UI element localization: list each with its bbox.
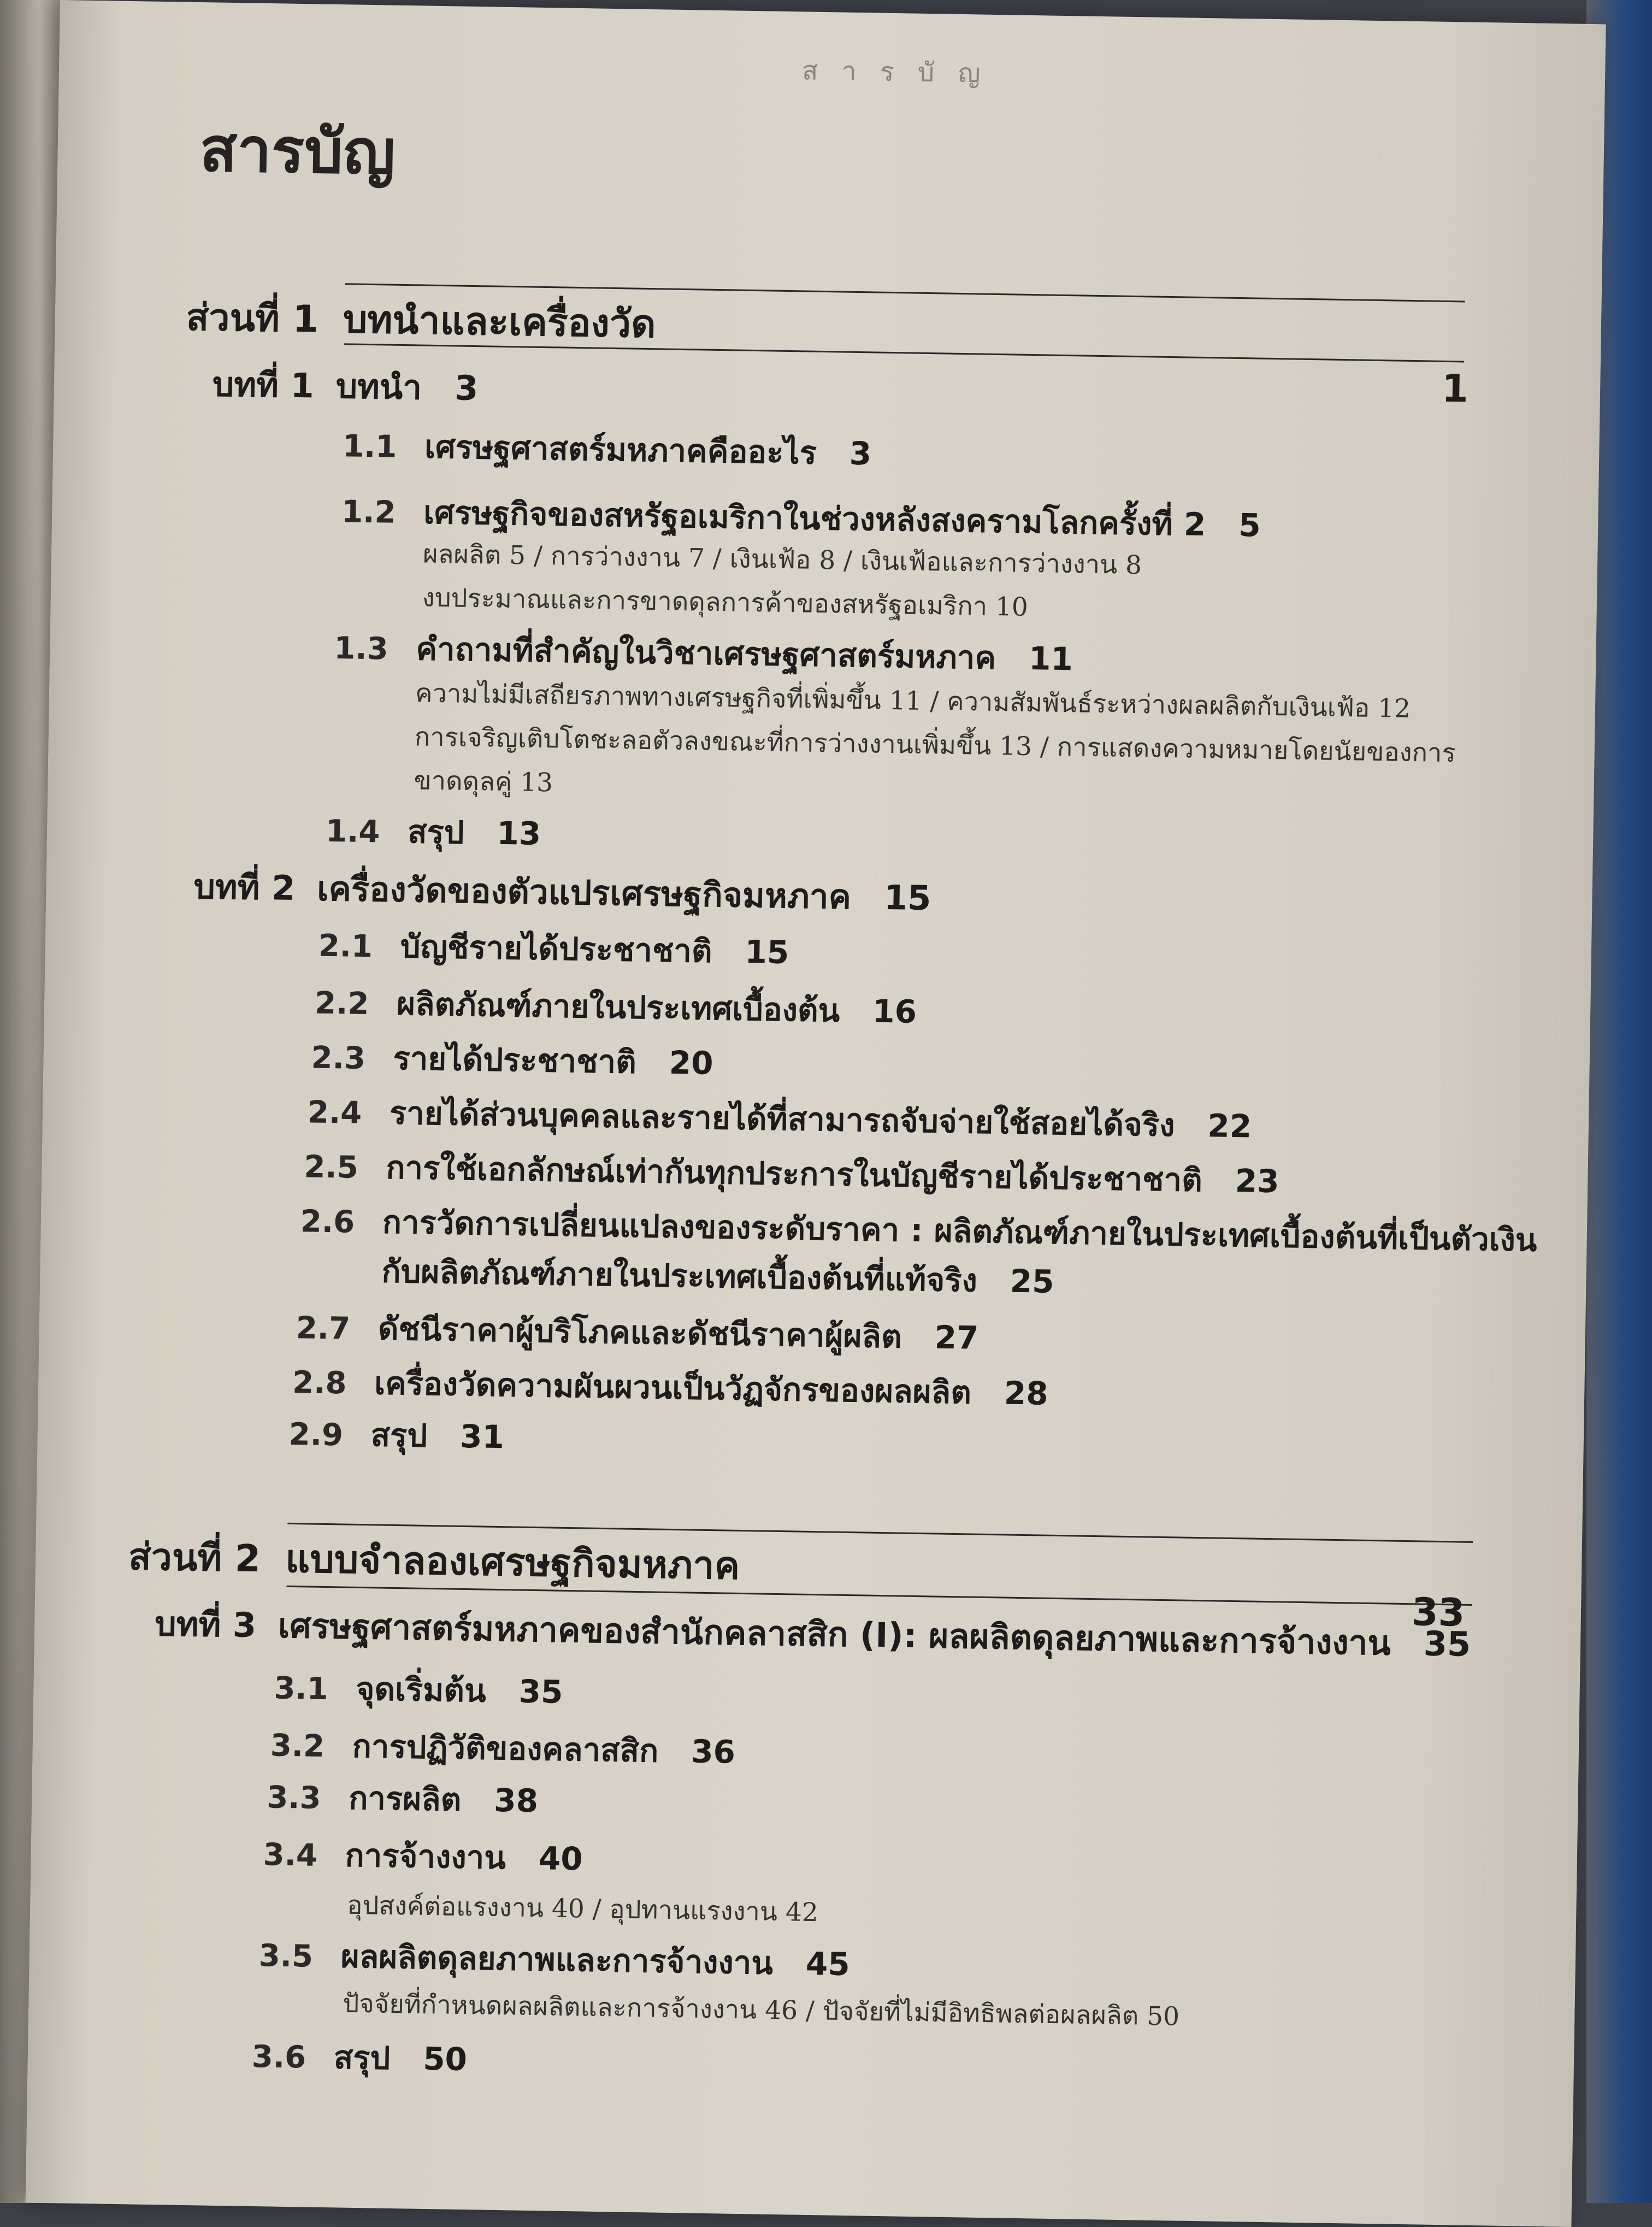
section-number: 3.1 — [274, 1670, 329, 1707]
section-title: การวัดการเปลี่ยนแปลงของระดับราคา : ผลิตภัณฑ์ภายในประเทศเบื้องต้นที่เป็นตัวเงิน — [382, 1203, 1538, 1259]
chapter-label: บทที่ 2 — [193, 867, 296, 908]
subsection-line: ขาดดุลคู่ 13 — [414, 765, 553, 798]
part-label: ส่วนที่ 2 — [128, 1535, 261, 1581]
toc-entry — [315, 977, 917, 1037]
section-page: 11 — [1028, 640, 1073, 678]
section-page: 45 — [805, 1945, 851, 1983]
subsection-line: การเจริญเติบโตชะลอตัวลงขณะที่การว่างงานเพิ่มขึ้น 13 / การแสดงความหมายโดยนัยของการ — [414, 722, 1456, 769]
section-page: 22 — [1207, 1107, 1252, 1145]
section-number: 1.2 — [341, 494, 397, 531]
section-title: สรุป — [333, 2039, 391, 2077]
subsection-line: งบประมาณและการขาดดุลการค้าของสหรัฐอเมริกา 10 — [422, 582, 1029, 622]
section-page: 31 — [459, 1417, 505, 1456]
section-title: การใช้เอกลักษณ์เท่ากันทุกประการในบัญชีรายได้ประชาชาติ — [385, 1148, 1203, 1199]
toc-entry — [263, 1828, 583, 1884]
section-number: 3.3 — [266, 1780, 322, 1816]
section-page: 15 — [745, 933, 789, 971]
section-page: 25 — [1010, 1262, 1055, 1300]
section-title: คำถามที่สำคัญในวิชาเศรษฐศาสตร์มหภาค — [415, 630, 996, 677]
chapter-heading — [212, 357, 479, 415]
section-page: 36 — [691, 1733, 736, 1771]
part-rule-bottom — [344, 343, 1464, 362]
section-number: 3.2 — [270, 1728, 325, 1764]
toc-entry — [274, 1662, 563, 1717]
part-title: แบบจำลองเศรษฐกิจมหภาค — [285, 1536, 740, 1588]
subsection-line: ความไม่มีเสถียรภาพทางเศรษฐกิจที่เพิ่มขึ้น 11 / ความสัมพันธ์ระหว่างผลผลิตกับเงินเฟ้อ 12 — [415, 678, 1411, 724]
section-number: 2.1 — [318, 928, 373, 965]
toc-entry — [296, 1301, 979, 1363]
part-heading — [128, 1525, 740, 1596]
section-title: การผลิต — [348, 1779, 462, 1818]
section-number: 2.3 — [311, 1040, 366, 1077]
part-label: ส่วนที่ 1 — [186, 296, 319, 341]
section-number: 2.2 — [314, 985, 369, 1022]
section-title: รายได้ประชาชาติ — [393, 1039, 637, 1081]
subsection-line: อุปสงค์ต่อแรงงาน 40 / อุปทานแรงงาน 42 — [346, 1890, 819, 1928]
chapter-page: 3 — [454, 368, 479, 409]
section-number: 1.1 — [342, 428, 397, 465]
section-number: 2.8 — [292, 1364, 347, 1401]
section-number: 2.5 — [303, 1149, 359, 1186]
section-title: ผลิตภัณฑ์ภายในประเทศเบื้องต้น — [396, 985, 840, 1029]
chapter-page: 35 — [1423, 1623, 1471, 1664]
section-title-line2: กับผลิตภัณฑ์ภายในประเทศเบื้องต้นที่แท้จริง — [381, 1252, 978, 1299]
section-title: จุดเริ่มต้น — [355, 1670, 487, 1710]
section-page: 5 — [1238, 506, 1261, 544]
section-page: 50 — [422, 2040, 468, 2078]
chapter-label: บทที่ 1 — [212, 364, 315, 406]
toc-entry — [304, 1140, 1279, 1206]
section-page: 3 — [849, 434, 872, 473]
section-page: 27 — [934, 1318, 979, 1357]
toc-entry — [325, 805, 541, 859]
toc-entry — [258, 1929, 850, 1989]
section-number: 3.4 — [263, 1837, 318, 1873]
chapter-heading — [193, 860, 931, 925]
part-title: บทนำและเครื่องวัด — [343, 297, 657, 347]
section-number: 2.6 — [300, 1204, 355, 1240]
chapter-page: 15 — [883, 877, 931, 918]
part-page-number: 1 — [1441, 366, 1469, 411]
chapter-title: เศรษฐศาสตร์มหภาคของสำนักคลาสสิก (I): ผลผลิตดุลยภาพและการจ้างงาน — [278, 1605, 1391, 1663]
section-title: เศรษฐศาสตร์มหภาคคืออะไร — [424, 428, 817, 472]
chapter-title: บทนำ — [335, 366, 422, 408]
section-title: ดัชนีราคาผู้บริโภคและดัชนีราคาผู้ผลิต — [377, 1310, 902, 1356]
section-title: ผลผลิตดุลยภาพและการจ้างงาน — [340, 1937, 774, 1982]
section-page: 28 — [1004, 1374, 1049, 1412]
section-number: 2.7 — [296, 1310, 351, 1347]
part-page-number: 33 — [1411, 1589, 1466, 1635]
section-page: 40 — [538, 1840, 583, 1878]
chapter-label: บทที่ 3 — [154, 1604, 257, 1646]
toc-entry — [288, 1408, 505, 1462]
running-head: ส า ร บั ญ — [801, 55, 988, 89]
toc-entry — [307, 1086, 1252, 1151]
page-title: สารบัญ — [199, 114, 396, 188]
subsection-line: ผลผลิต 5 / การว่างงาน 7 / เงินเฟ้อ 8 / เงินเฟ้อและการว่างงาน 8 — [422, 539, 1142, 581]
toc-entry — [267, 1771, 539, 1826]
section-page: 13 — [496, 814, 541, 853]
chapter-heading — [155, 1597, 1471, 1671]
section-title: เศรษฐกิจของสหรัฐอเมริกาในช่วงหลังสงครามโลกครั้งที่ 2 — [423, 493, 1206, 544]
subsection-line: ปัจจัยที่กำหนดผลผลิตและการจ้างงาน 46 / ปัจจัยที่ไม่มีอิทธิพลต่อผลผลิต 50 — [343, 1988, 1180, 2032]
section-title: การจ้างงาน — [345, 1836, 506, 1877]
section-page: 23 — [1235, 1162, 1280, 1200]
toc-entry — [311, 1031, 713, 1088]
section-title: การปฏิวัติของคลาสสิก — [352, 1727, 659, 1770]
toc-entry — [251, 2030, 468, 2084]
section-title: สรุป — [407, 813, 465, 851]
section-number: 2.9 — [288, 1416, 344, 1453]
toc-entry-continuation — [381, 1246, 1055, 1307]
section-number: 3.5 — [258, 1938, 314, 1975]
section-number: 3.6 — [251, 2039, 306, 2076]
section-number: 1.4 — [325, 813, 380, 850]
section-title: เครื่องวัดความผันผวนเป็นวัฏจักรของผลผลิต — [374, 1364, 972, 1411]
section-title: รายได้ส่วนบุคคลและรายได้ที่สามารถจับจ่ายใช้สอยได้จริง — [389, 1094, 1175, 1144]
toc-entry — [270, 1719, 736, 1777]
section-page: 35 — [518, 1672, 563, 1711]
section-page: 38 — [493, 1781, 539, 1820]
chapter-title: เครื่องวัดของตัวแปรเศรษฐกิจมหภาค — [316, 868, 852, 917]
section-number: 1.3 — [333, 631, 389, 667]
toc-entry — [318, 920, 789, 978]
section-page: 20 — [669, 1044, 714, 1082]
section-number: 2.4 — [307, 1094, 362, 1131]
toc-entry — [343, 420, 872, 479]
book-page — [26, 0, 1606, 2227]
section-page: 16 — [872, 992, 917, 1030]
section-title: สรุป — [370, 1416, 428, 1454]
section-title: บัญชีรายได้ประชาชาติ — [400, 928, 713, 970]
